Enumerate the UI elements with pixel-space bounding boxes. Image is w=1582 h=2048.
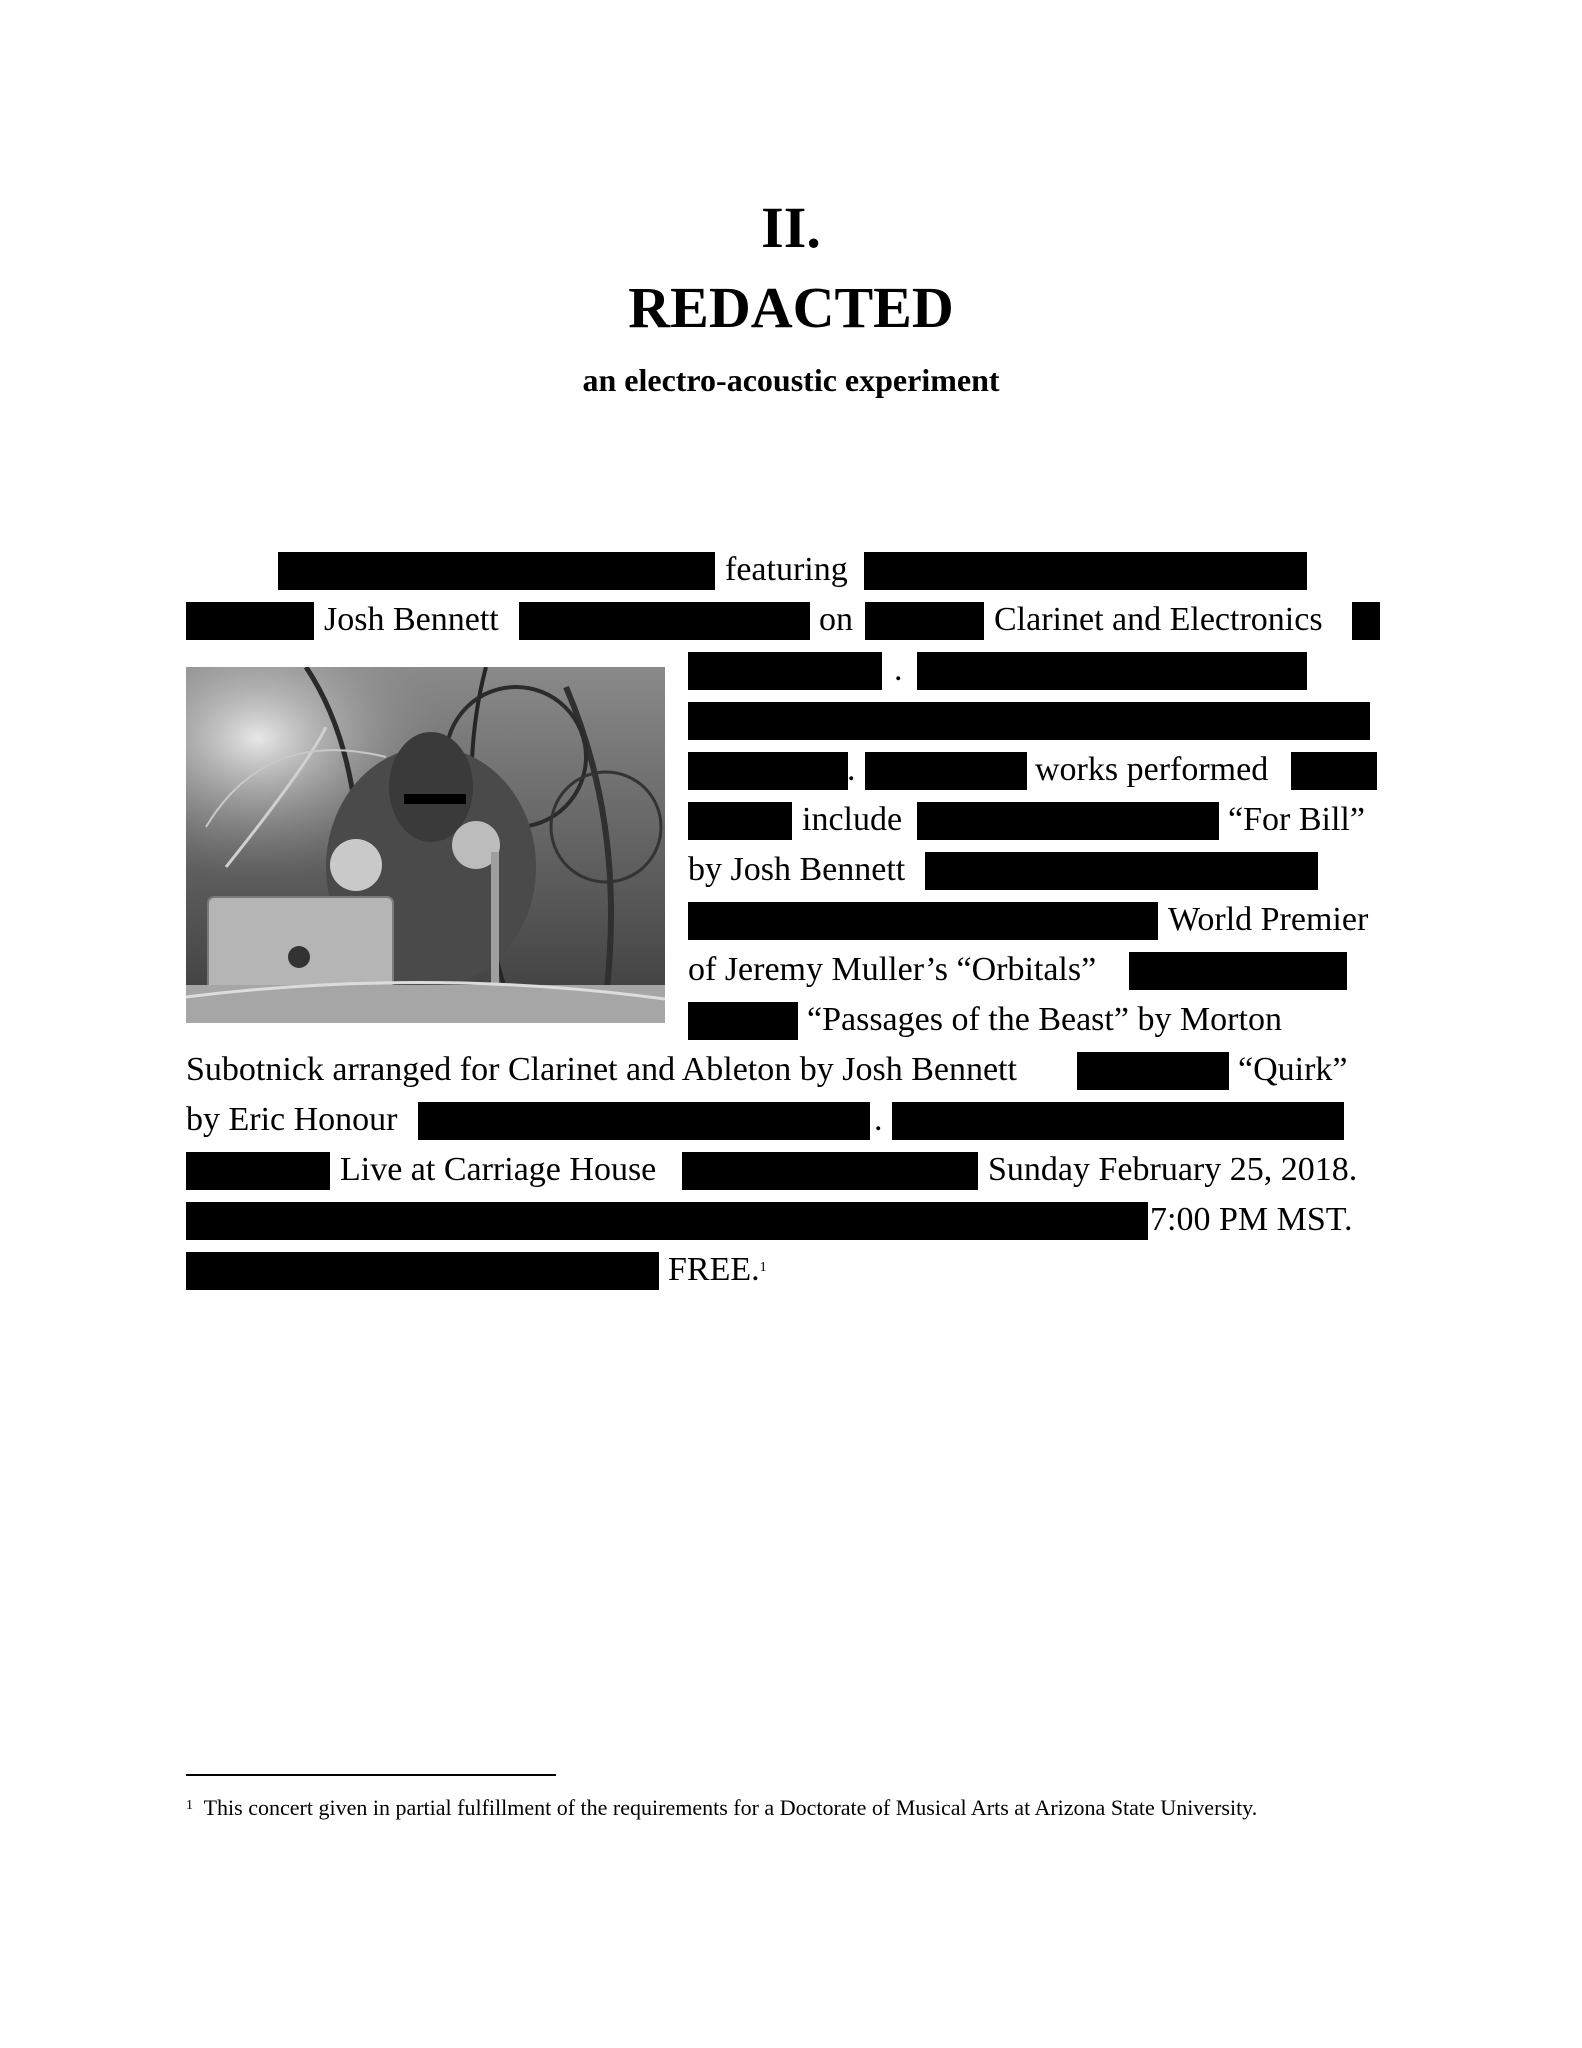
on-text: on bbox=[819, 601, 853, 638]
admission-text: FREE. bbox=[668, 1251, 760, 1288]
redaction-bar bbox=[917, 802, 1219, 840]
redaction-bar bbox=[688, 802, 792, 840]
redaction-bar bbox=[682, 1152, 978, 1190]
redaction-bar bbox=[519, 602, 810, 640]
text-line-12 bbox=[0, 1100, 1582, 1144]
composer-text: by Josh Bennett bbox=[688, 851, 906, 888]
redaction-bar bbox=[688, 652, 882, 690]
composer-text: by Eric Honour bbox=[186, 1101, 398, 1138]
period-text: . bbox=[894, 651, 903, 688]
footnote-reference: 1 bbox=[759, 1260, 767, 1275]
world-premier-text: World Premier bbox=[1168, 901, 1369, 938]
text-line-10 bbox=[0, 1000, 1582, 1044]
text-line-3 bbox=[0, 650, 1582, 694]
redaction-bar bbox=[917, 652, 1307, 690]
venue-text: Live at Carriage House bbox=[340, 1151, 657, 1188]
redaction-bar bbox=[1077, 1052, 1229, 1090]
footnote-marker: 1 bbox=[186, 1798, 193, 1813]
time-text: 7:00 PM MST. bbox=[1150, 1201, 1353, 1238]
admission-line bbox=[668, 1250, 767, 1290]
text-line-7 bbox=[0, 850, 1582, 894]
featuring-text: featuring bbox=[725, 551, 848, 588]
work-title-orbitals: of Jeremy Muller’s “Orbitals” bbox=[688, 951, 1097, 988]
text-line-8 bbox=[0, 900, 1582, 944]
footnote bbox=[186, 1793, 1346, 1823]
redaction-bar bbox=[892, 1102, 1344, 1140]
redaction-bar bbox=[865, 752, 1027, 790]
text-line-9 bbox=[0, 950, 1582, 994]
redaction-bar bbox=[688, 902, 1158, 940]
redaction-bar bbox=[688, 752, 848, 790]
redaction-bar bbox=[186, 1252, 659, 1290]
text-line-14 bbox=[0, 1200, 1582, 1244]
include-text: include bbox=[802, 801, 903, 838]
text-line-15 bbox=[0, 1250, 1582, 1294]
text-line-6 bbox=[0, 800, 1582, 844]
redaction-bar bbox=[186, 1202, 1148, 1240]
period-text: . bbox=[847, 751, 856, 788]
redaction-bar bbox=[864, 552, 1307, 590]
works-performed-text: works performed bbox=[1035, 751, 1269, 788]
text-line-2 bbox=[0, 600, 1582, 644]
section-number: II. bbox=[761, 195, 821, 260]
work-title-for-bill: “For Bill” bbox=[1228, 801, 1365, 838]
redaction-bar bbox=[688, 702, 1370, 740]
text-line-1 bbox=[0, 550, 1582, 594]
work-title-passages: “Passages of the Beast” by Morton bbox=[807, 1001, 1282, 1038]
footnote-divider bbox=[186, 1774, 556, 1776]
performer-name: Josh Bennett bbox=[324, 601, 499, 638]
redaction-bar bbox=[1352, 602, 1380, 640]
redaction-bar bbox=[186, 1152, 330, 1190]
redaction-bar bbox=[278, 552, 715, 590]
redaction-bar bbox=[1291, 752, 1377, 790]
text-line-5 bbox=[0, 750, 1582, 794]
date-text: Sunday February 25, 2018. bbox=[988, 1151, 1358, 1188]
redaction-bar bbox=[925, 852, 1318, 890]
text-line-13 bbox=[0, 1150, 1582, 1194]
redaction-bar bbox=[418, 1102, 870, 1140]
arrangement-text: Subotnick arranged for Clarinet and Ableton by Josh Bennett bbox=[186, 1051, 1017, 1088]
text-line-11 bbox=[0, 1050, 1582, 1094]
redaction-bar bbox=[865, 602, 984, 640]
redaction-bar bbox=[688, 1002, 798, 1040]
redaction-bar bbox=[186, 602, 314, 640]
period-text: . bbox=[874, 1101, 883, 1138]
page-title: REDACTED bbox=[628, 275, 954, 340]
redaction-bar bbox=[1129, 952, 1347, 990]
text-line-4 bbox=[0, 700, 1582, 744]
footnote-text: This concert given in partial fulfillment of the requirements for a Doctorate of Musical Arts at Arizona State University. bbox=[203, 1795, 1258, 1820]
work-title-quirk: “Quirk” bbox=[1238, 1051, 1348, 1088]
page-subtitle: an electro-acoustic experiment bbox=[582, 362, 1000, 398]
instrumentation-text: Clarinet and Electronics bbox=[994, 601, 1323, 638]
